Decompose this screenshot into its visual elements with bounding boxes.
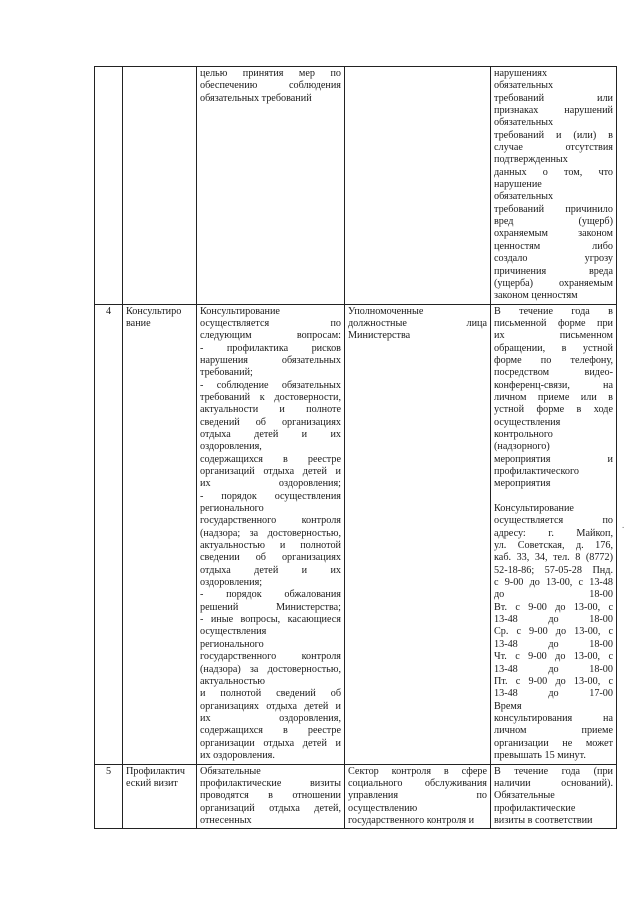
- text-line: отдыха детей и их: [200, 428, 341, 440]
- text-line: посредством видео-: [494, 367, 613, 379]
- text-line: 13-48 до 17-00: [494, 688, 613, 700]
- text-line: актуальностью: [200, 675, 265, 687]
- text-line: их оздоровления;: [200, 478, 341, 490]
- cell-timing: [491, 304, 617, 764]
- text-line: государственного контроля: [200, 515, 341, 527]
- cell-content: [197, 764, 345, 829]
- text-line: целью принятия мер по: [200, 68, 341, 79]
- text-line: личном приеме или в: [494, 391, 613, 403]
- text-line: Обязательные: [200, 765, 261, 777]
- text-line: организаций отдыха детей и: [200, 466, 341, 477]
- text-line: - порядок осуществления: [200, 490, 341, 502]
- text-line: нарушение: [494, 179, 542, 191]
- text-line: наличии оснований).: [494, 777, 613, 789]
- text-line: (ущерба) охраняемым: [494, 277, 613, 289]
- text-line: требований или: [494, 92, 613, 104]
- text-line: 13-48 до 18-00: [494, 614, 613, 626]
- cell-officials: [345, 67, 491, 305]
- cell-number: [95, 764, 123, 829]
- text-line: данных о том, что: [494, 166, 613, 178]
- text-line: Сектор контроля в сфере: [348, 765, 487, 777]
- text-line: организации не может: [494, 737, 613, 749]
- text-line: Консультирование: [494, 503, 574, 515]
- text-line: Обязательные: [494, 790, 555, 802]
- text-line: 13-48 до 18-00: [494, 663, 613, 675]
- text-line: регионального: [200, 638, 264, 650]
- text-line: - порядок обжалования: [200, 589, 341, 601]
- text-line: Вт. с 9-00 до 13-00, с: [494, 601, 613, 613]
- text-line: нарушениях: [494, 68, 548, 79]
- text-line: адресу: г. Майкоп,: [494, 527, 613, 539]
- text-line: требований к достоверности,: [200, 391, 341, 403]
- text-line: обязательных: [494, 80, 554, 92]
- text-line: содержащихся в реестре: [200, 725, 341, 737]
- text-line: Чт. с 9-00 до 13-00, с: [494, 651, 613, 663]
- table-row: [95, 304, 617, 764]
- table-body: [95, 67, 617, 829]
- text-line: личном приеме: [494, 725, 613, 737]
- text-line: отдыха детей и их: [200, 564, 341, 576]
- text-line: каб. 33, 34, тел. 8 (8772): [494, 552, 613, 564]
- table-row: [95, 764, 617, 829]
- text-line: оздоровления,: [200, 441, 262, 453]
- text-line: ценностям либо: [494, 240, 613, 252]
- text-line: следующим вопросам:: [200, 330, 341, 342]
- text-line: содержащихся в реестре: [200, 453, 341, 465]
- text-line: вание: [126, 317, 151, 329]
- text-line: превышать 15 минут.: [494, 749, 586, 761]
- text-line: конференц-связи, на: [494, 379, 613, 391]
- text-line: В течение года в: [494, 305, 613, 317]
- blank-line: [494, 491, 613, 503]
- text-line: - соблюдение обязательных: [200, 379, 341, 391]
- text-line: случае отсутствия: [494, 142, 613, 154]
- text-line: - иные вопросы, касающиеся: [200, 614, 341, 626]
- text-line: осуществляется по: [200, 317, 341, 329]
- text-line: форме по телефону,: [494, 354, 613, 366]
- text-line: должностные лица: [348, 317, 487, 329]
- text-line: регионального: [200, 503, 264, 515]
- text-line: профилактические визиты: [200, 777, 341, 789]
- text-line: Пт. с 9-00 до 13-00, с: [494, 675, 613, 687]
- text-line: устной форме в ходе: [494, 404, 613, 416]
- text-line: осуществления: [200, 626, 267, 638]
- cell-officials: [345, 764, 491, 829]
- row-number: 5: [105, 765, 112, 777]
- text-line: Консультирование: [200, 305, 280, 317]
- control-measures-table: [94, 66, 617, 829]
- text-line: обращении, в устной: [494, 342, 613, 354]
- text-line: организациях отдыха детей и: [200, 700, 341, 712]
- text-line: осуществления: [494, 416, 561, 428]
- text-line: причинения вреда: [494, 265, 613, 277]
- text-line: нарушения обязательных: [200, 354, 341, 366]
- text-line: Время: [494, 700, 522, 712]
- text-line: вред (ущерб): [494, 216, 613, 228]
- text-line: обязательных: [494, 117, 554, 129]
- text-line: консультирования на: [494, 712, 613, 724]
- text-line: обеспечению соблюдения: [200, 80, 341, 92]
- text-line: сведении об организациях: [200, 552, 341, 564]
- text-line: письменной форме при: [494, 317, 613, 329]
- cell-timing: [491, 67, 617, 305]
- text-line: отнесенных: [200, 814, 252, 826]
- cell-officials: [345, 304, 491, 764]
- text-line: оздоровления;: [200, 577, 263, 589]
- text-line: визиты в соответствии: [494, 814, 593, 826]
- cell-timing: [491, 764, 617, 829]
- text-line: профилактические: [494, 802, 576, 814]
- text-line: ул. Советская, д. 176,: [494, 540, 613, 552]
- text-line: Министерства: [348, 330, 411, 342]
- text-line: социального обслуживания: [348, 777, 487, 789]
- text-line: мероприятия: [494, 478, 551, 490]
- text-line: мероприятия и: [494, 453, 613, 465]
- text-line: подтвержденных: [494, 154, 568, 166]
- row-number: 4: [105, 305, 112, 317]
- text-line: (надзора) за достоверностью,: [200, 663, 341, 675]
- text-line: - профилактика рисков: [200, 342, 341, 354]
- text-line: (надзорного): [494, 441, 550, 453]
- text-line: охраняемым законом: [494, 228, 613, 240]
- text-line: требований причинило: [494, 203, 613, 215]
- text-line: Консультиро: [126, 305, 182, 317]
- text-line: государственного контроля и: [348, 814, 475, 826]
- text-line: контрольного: [494, 428, 553, 440]
- text-line: профилактического: [494, 466, 579, 477]
- text-line: Ср. с 9-00 до 13-00, с: [494, 626, 613, 638]
- text-line: Профилактич: [126, 765, 186, 777]
- text-line: требований;: [200, 367, 253, 379]
- text-line: проводятся в отношении: [200, 790, 341, 802]
- text-line: управления по: [348, 790, 487, 802]
- text-line: государственного контроля: [200, 651, 341, 663]
- text-line: 13-48 до 18-00: [494, 638, 613, 650]
- margin-mark: .: [622, 520, 625, 530]
- cell-measure-name: [123, 764, 197, 829]
- text-line: и полнотой сведений об: [200, 688, 341, 700]
- text-line: осуществлению: [348, 802, 418, 814]
- text-line: их оздоровления.: [200, 749, 275, 761]
- text-line: их оздоровления,: [200, 712, 341, 724]
- text-line: (надзора; за достоверностью,: [200, 527, 341, 539]
- text-line: требований и (или) в: [494, 129, 613, 141]
- cell-content: [197, 304, 345, 764]
- text-line: 52-18-86; 57-05-28 Пнд.: [494, 564, 613, 576]
- cell-number: [95, 304, 123, 764]
- text-line: решений Министерства;: [200, 601, 341, 613]
- table-row: [95, 67, 617, 305]
- text-line: организаций отдыха детей,: [200, 802, 341, 814]
- text-line: признаках нарушений: [494, 105, 613, 117]
- text-line: В течение года (при: [494, 765, 613, 777]
- text-line: еский визит: [126, 777, 178, 789]
- text-line: осуществляется по: [494, 515, 613, 527]
- text-line: до 18-00: [494, 589, 613, 601]
- text-line: создало угрозу: [494, 253, 613, 265]
- cell-measure-name: [123, 304, 197, 764]
- text-line: сведений об организациях: [200, 416, 341, 428]
- text-line: с 9-00 до 13-00, с 13-48: [494, 577, 613, 589]
- cell-number: [95, 67, 123, 305]
- text-line: обязательных требований: [200, 92, 312, 104]
- text-line: законом ценностям: [494, 290, 578, 302]
- cell-content: [197, 67, 345, 305]
- text-line: актуальности и полноте: [200, 404, 341, 416]
- text-line: обязательных: [494, 191, 554, 203]
- text-line: организации отдыха детей и: [200, 737, 341, 749]
- text-line: актуальностью и полнотой: [200, 540, 341, 552]
- cell-measure-name: [123, 67, 197, 305]
- text-line: Уполномоченные: [348, 305, 424, 317]
- text-line: их письменном: [494, 330, 613, 342]
